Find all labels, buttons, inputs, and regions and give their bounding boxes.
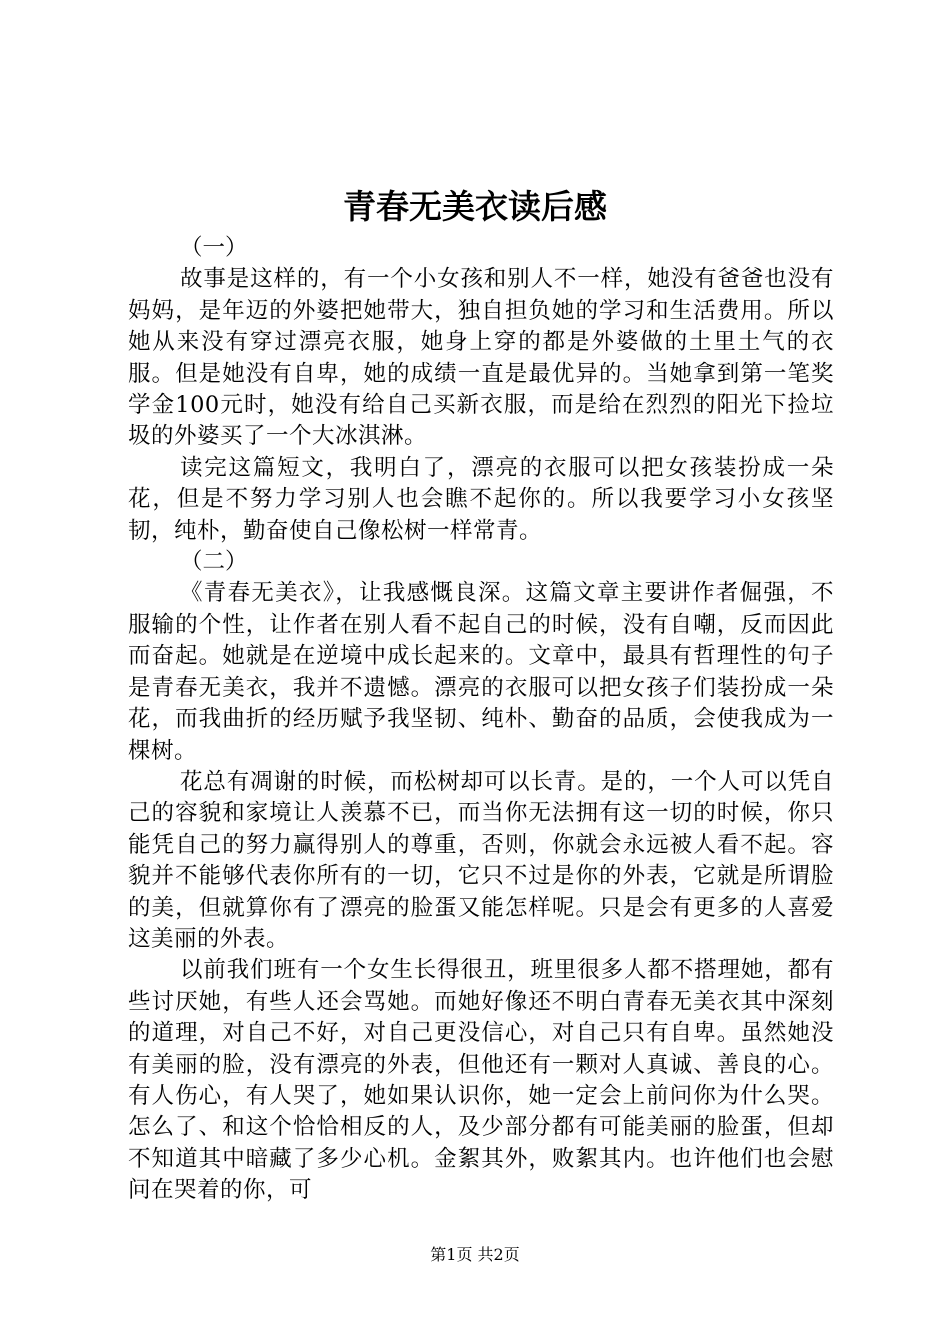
paragraph: 《青春无美衣》，让我感慨良深。这篇文章主要讲作者倔强，不服输的个性，让作者在别人看不起自己的时候，没有自嘲，反而因此而奋起。她就是在逆境中成长起来的。文章中，最具有哲理性的句子是青春无美衣，我并不遗憾。漂亮的衣服可以把女孩子们装扮成一朵花，而我曲折的经历赋予我坚韧、纯朴、勤奋的品质，会使我成为一棵树。 <box>128 580 834 764</box>
document-title: 青春无美衣读后感 <box>343 187 607 226</box>
page-footer: 第1页 共2页 <box>430 1245 520 1264</box>
paragraph: 读完这篇短文，我明白了，漂亮的衣服可以把女孩装扮成一朵花，但是不努力学习别人也会瞧不起你的。所以我要学习小女孩坚韧，纯朴，勤奋使自己像松树一样常青。 <box>128 454 834 544</box>
paragraph: 故事是这样的，有一个小女孩和别人不一样，她没有爸爸也没有妈妈，是年迈的外婆把她带大，独自担负她的学习和生活费用。所以她从来没有穿过漂亮衣服，她身上穿的都是外婆做的土里土气的衣服。但是她没有自卑，她的成绩一直是最优异的。当她拿到第一笔奖学金100元时，她没有给自己买新衣服，而是给在烈烈的阳光下捡垃圾的外婆买了一个大冰淇淋。 <box>128 266 834 450</box>
paragraph: 花总有凋谢的时候，而松树却可以长青。是的，一个人可以凭自己的容貌和家境让人羡慕不已，而当你无法拥有这一切的时候，你只能凭自己的努力赢得别人的尊重，否则，你就会永远被人看不起。容貌并不能够代表你所有的一切，它只不过是你的外表，它就是所谓脸的美，但就算你有了漂亮的脸蛋又能怎样呢。只是会有更多的人喜爱这美丽的外表。 <box>128 768 834 952</box>
document-body <box>128 233 834 1207</box>
section-label: （一） <box>180 235 248 261</box>
paragraph: 以前我们班有一个女生长得很丑，班里很多人都不搭理她，都有些讨厌她，有些人还会骂她。而她好像还不明白青春无美衣其中深刻的道理，对自己不好，对自己更没信心，对自己只有自卑。虽然她没有美丽的脸，没有漂亮的外表，但他还有一颗对人真诚、善良的心。有人伤心，有人哭了，她如果认识你，她一定会上前问你为什么哭。怎么了、和这个恰恰相反的人，及少部分都有可能美丽的脸蛋，但却不知道其中暗藏了多少心机。金絮其外，败絮其内。也许他们也会慰问在哭着的你，可 <box>128 957 834 1204</box>
section-label: （二） <box>180 549 248 576</box>
